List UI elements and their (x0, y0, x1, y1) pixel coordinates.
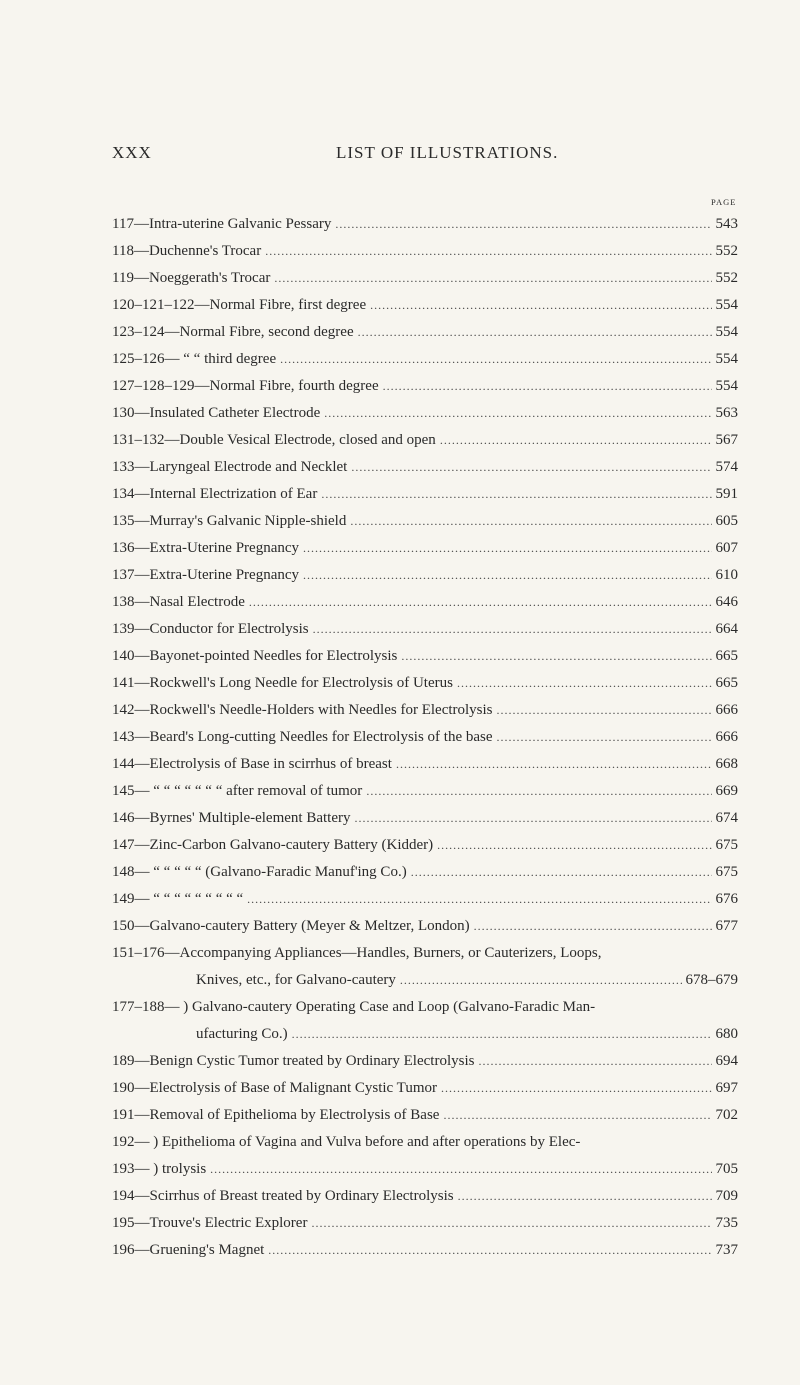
entry-page-number: 678–679 (685, 972, 738, 988)
list-item (112, 967, 738, 994)
entry-title: 117—Intra-uterine Galvanic Pessary (112, 216, 332, 232)
entry-page-number: 574 (715, 459, 738, 475)
dot-leader (210, 1156, 711, 1183)
entry-title: 142—Rockwell's Needle-Holders with Needles for Electrolysis (112, 702, 493, 718)
dot-leader (335, 211, 711, 238)
dot-leader (478, 1048, 711, 1075)
entry-page-number: 567 (715, 432, 738, 448)
list-item (112, 1183, 738, 1210)
dot-leader (354, 805, 711, 832)
entry-title: Knives, etc., for Galvano-cautery (196, 972, 396, 988)
entry-title: 151–176—Accompanying Appliances—Handles, Burners, or Cauterizers, Loops, (112, 945, 602, 961)
entry-title: 150—Galvano-cautery Battery (Meyer & Meltzer, London) (112, 918, 470, 934)
dot-leader (497, 697, 712, 724)
entry-page-number: 552 (715, 270, 738, 286)
list-item (112, 670, 738, 697)
entry-page-number: 669 (715, 783, 738, 799)
list-item (112, 1102, 738, 1129)
list-item (112, 265, 738, 292)
entry-page-number: 554 (715, 324, 738, 340)
list-item (112, 238, 738, 265)
list-item (112, 859, 738, 886)
entry-title: 189—Benign Cystic Tumor treated by Ordinary Electrolysis (112, 1053, 475, 1069)
list-item (112, 535, 738, 562)
dot-leader (411, 859, 712, 886)
entry-title: ufacturing Co.) (196, 1026, 288, 1042)
list-item (112, 1075, 738, 1102)
entry-title: 193— ) trolysis (112, 1161, 207, 1177)
entry-title: 195—Trouve's Electric Explorer (112, 1215, 308, 1231)
dot-leader (351, 454, 711, 481)
entry-title: 141—Rockwell's Long Needle for Electrolysis of Uterus (112, 675, 453, 691)
entry-page-number: 554 (715, 297, 738, 313)
entry-page-number: 675 (715, 837, 738, 853)
entry-title: 131–132—Double Vesical Electrode, closed and open (112, 432, 436, 448)
dot-leader (274, 265, 711, 292)
entry-title: 139—Conductor for Electrolysis (112, 621, 309, 637)
entry-title: 119—Noeggerath's Trocar (112, 270, 271, 286)
list-item (112, 1156, 738, 1183)
dot-leader (440, 427, 712, 454)
list-item (112, 724, 738, 751)
entry-page-number: 705 (715, 1161, 738, 1177)
list-item (112, 886, 738, 913)
entry-title: 177–188— ) Galvano-cautery Operating Case and Loop (Galvano-Faradic Man- (112, 999, 596, 1015)
dot-leader (265, 238, 711, 265)
dot-leader (350, 508, 711, 535)
list-item (112, 1210, 738, 1237)
dot-leader (249, 589, 712, 616)
list-item (112, 481, 738, 508)
entry-title: 138—Nasal Electrode (112, 594, 245, 610)
entry-title: 143—Beard's Long-cutting Needles for Electrolysis of the base (112, 729, 493, 745)
dot-leader (458, 1183, 712, 1210)
page-title: LIST OF ILLUSTRATIONS. (336, 143, 559, 162)
list-item (112, 1129, 738, 1156)
dot-leader (303, 535, 711, 562)
entry-page-number: 664 (715, 621, 738, 637)
entry-page-number: 607 (715, 540, 738, 556)
list-item (112, 427, 738, 454)
entry-page-number: 674 (715, 810, 738, 826)
entry-page-number: 677 (715, 918, 738, 934)
dot-leader (497, 724, 712, 751)
page-header (112, 143, 762, 165)
dot-leader (311, 1210, 711, 1237)
dot-leader (321, 481, 711, 508)
entry-title: 194—Scirrhus of Breast treated by Ordinary Electrolysis (112, 1188, 454, 1204)
list-item (112, 562, 738, 589)
list-item (112, 940, 738, 967)
dot-leader (400, 967, 682, 994)
entry-title: 140—Bayonet-pointed Needles for Electrolysis (112, 648, 398, 664)
dot-leader (247, 886, 711, 913)
entry-page-number: 665 (715, 675, 738, 691)
entry-title: 196—Gruening's Magnet (112, 1242, 265, 1258)
list-item (112, 994, 738, 1021)
list-item (112, 346, 738, 373)
entry-page-number: 668 (715, 756, 738, 772)
entry-title: 134—Internal Electrization of Ear (112, 486, 318, 502)
list-item (112, 832, 738, 859)
list-item (112, 589, 738, 616)
entry-page-number: 563 (715, 405, 738, 421)
entry-page-number: 610 (715, 567, 738, 583)
entry-page-number: 694 (715, 1053, 738, 1069)
entry-page-number: 554 (715, 351, 738, 367)
dot-leader (280, 346, 711, 373)
dot-leader (358, 319, 712, 346)
entry-title: 190—Electrolysis of Base of Malignant Cystic Tumor (112, 1080, 437, 1096)
entry-title: 133—Laryngeal Electrode and Necklet (112, 459, 348, 475)
list-item (112, 616, 738, 643)
dot-leader (383, 373, 712, 400)
list-item (112, 697, 738, 724)
dot-leader (292, 1021, 712, 1048)
entry-title: 120–121–122—Normal Fibre, first degree (112, 297, 367, 313)
list-item (112, 292, 738, 319)
list-item (112, 319, 738, 346)
entry-title: 137—Extra-Uterine Pregnancy (112, 567, 300, 583)
list-item (112, 1048, 738, 1075)
entry-title: 147—Zinc-Carbon Galvano-cautery Battery (Kidder) (112, 837, 434, 853)
list-item (112, 373, 738, 400)
entry-page-number: 591 (715, 486, 738, 502)
entry-page-number: 666 (715, 702, 738, 718)
dot-leader (474, 913, 712, 940)
dot-leader (437, 832, 711, 859)
entry-page-number: 676 (715, 891, 738, 907)
entry-page-number: 666 (715, 729, 738, 745)
entry-title: 192— ) Epithelioma of Vagina and Vulva before and after operations by Elec- (112, 1134, 581, 1150)
entry-page-number: 697 (715, 1080, 738, 1096)
list-item (112, 913, 738, 940)
entry-page-number: 543 (715, 216, 738, 232)
entry-title: 125–126— “ “ third degree (112, 351, 277, 367)
entry-page-number: 702 (715, 1107, 738, 1123)
dot-leader (443, 1102, 711, 1129)
entry-title: 136—Extra-Uterine Pregnancy (112, 540, 300, 556)
entry-title: 145— “ “ “ “ “ “ “ after removal of tumor (112, 783, 363, 799)
dot-leader (457, 670, 712, 697)
entry-title: 146—Byrnes' Multiple-element Battery (112, 810, 351, 826)
dot-leader (268, 1237, 711, 1264)
entry-page-number: 675 (715, 864, 738, 880)
dot-leader (303, 562, 711, 589)
entry-title: 191—Removal of Epithelioma by Electrolysis of Base (112, 1107, 440, 1123)
entry-title: 118—Duchenne's Trocar (112, 243, 262, 259)
list-item (112, 1237, 738, 1264)
entry-title: 148— “ “ “ “ “ (Galvano-Faradic Manuf'ing Co.) (112, 864, 407, 880)
entry-page-number: 735 (715, 1215, 738, 1231)
entry-page-number: 552 (715, 243, 738, 259)
list-item (112, 778, 738, 805)
dot-leader (401, 643, 711, 670)
list-item (112, 211, 738, 238)
page-column-label: PAGE (711, 197, 737, 207)
list-item (112, 508, 738, 535)
entry-page-number: 680 (715, 1026, 738, 1042)
entry-page-number: 605 (715, 513, 738, 529)
entry-page-number: 737 (715, 1242, 738, 1258)
entry-page-number: 665 (715, 648, 738, 664)
list-item (112, 454, 738, 481)
dot-leader (441, 1075, 712, 1102)
dot-leader (396, 751, 712, 778)
list-item (112, 643, 738, 670)
entry-title: 149— “ “ “ “ “ “ “ “ “ (112, 891, 244, 907)
entry-page-number: 709 (715, 1188, 738, 1204)
entry-title: 127–128–129—Normal Fibre, fourth degree (112, 378, 379, 394)
entry-title: 123–124—Normal Fibre, second degree (112, 324, 354, 340)
dot-leader (313, 616, 712, 643)
entry-title: 135—Murray's Galvanic Nipple-shield (112, 513, 347, 529)
illustrations-list (112, 211, 738, 1264)
entry-page-number: 646 (715, 594, 738, 610)
page-numeral: XXX (112, 143, 152, 162)
entry-title: 130—Insulated Catheter Electrode (112, 405, 321, 421)
entry-page-number: 554 (715, 378, 738, 394)
dot-leader (366, 778, 711, 805)
dot-leader (324, 400, 711, 427)
list-item (112, 751, 738, 778)
entry-title: 144—Electrolysis of Base in scirrhus of breast (112, 756, 392, 772)
list-item (112, 805, 738, 832)
list-item (112, 1021, 738, 1048)
dot-leader (370, 292, 711, 319)
list-item (112, 400, 738, 427)
